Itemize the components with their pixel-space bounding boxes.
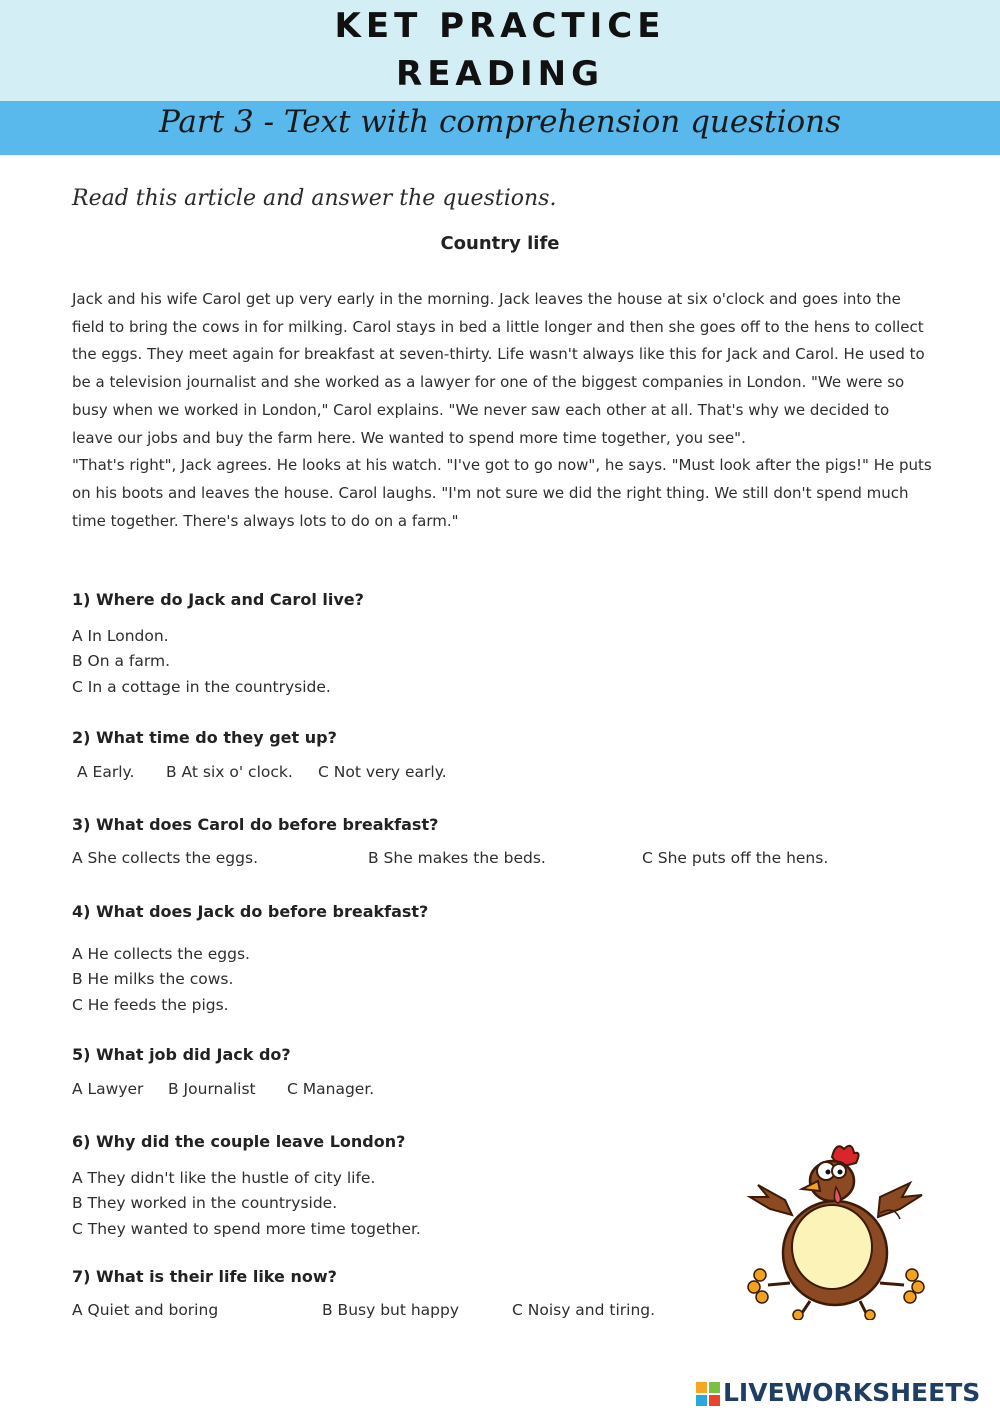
option-a[interactable]: A Quiet and boring — [72, 1301, 219, 1319]
question-4-options — [72, 942, 250, 1018]
option-c[interactable]: C She puts off the hens. — [642, 849, 829, 867]
question-1: 1) Where do Jack and Carol live? — [72, 590, 364, 609]
option-c[interactable]: C In a cottage in the countryside. — [72, 677, 331, 696]
option-a[interactable]: A She collects the eggs. — [72, 849, 258, 867]
question-3: 3) What does Carol do before breakfast? — [72, 815, 439, 834]
option-b[interactable]: B On a farm. — [72, 652, 171, 671]
article-body — [72, 286, 934, 535]
option-a[interactable]: A Early. — [77, 763, 135, 781]
question-4: 4) What does Jack do before breakfast? — [72, 902, 429, 921]
option-c[interactable]: C Noisy and tiring. — [512, 1301, 656, 1319]
option-c[interactable]: C They wanted to spend more time together. — [72, 1219, 421, 1238]
liveworksheets-logo[interactable] — [696, 1378, 996, 1410]
instruction: Read this article and answer the questions. — [72, 186, 557, 211]
hen-illustration-icon — [740, 1135, 930, 1320]
option-b[interactable]: B Journalist — [168, 1080, 256, 1098]
question-2: 2) What time do they get up? — [72, 728, 337, 747]
question-6-options — [72, 1166, 421, 1242]
option-c[interactable]: C Manager. — [287, 1080, 375, 1098]
option-a[interactable]: A He collects the eggs. — [72, 945, 250, 963]
question-7: 7) What is their life like now? — [72, 1267, 337, 1286]
article-paragraph: "That's right", Jack agrees. He looks at his watch. "I've got to go now", he says. "Must look after the pigs!" He puts on his boots and leaves the house. Carol laughs. "I'm not sure we did the right thing. We still don't spend much time together. There's always lots to do on a farm." — [72, 456, 932, 530]
liveworksheets-logo-icon — [696, 1382, 720, 1406]
liveworksheets-logo-text: LIVEWORKSHEETS — [723, 1378, 981, 1407]
option-b[interactable]: B Busy but happy — [322, 1301, 460, 1319]
option-c[interactable]: C Not very early. — [318, 763, 447, 781]
article-title: Country life — [440, 233, 560, 254]
option-b[interactable]: B At six o' clock. — [166, 763, 293, 781]
option-a[interactable]: A They didn't like the hustle of city life. — [72, 1169, 376, 1187]
article-paragraph: Jack and his wife Carol get up very early in the morning. Jack leaves the house at six o'clock and goes into the field to bring the cows in for milking. Carol stays in bed a little longer and then she goes off to the hens to collect the eggs. They meet again for breakfast at seven-thirty. Life wasn't always like this for Jack and Carol. He used to be a television journalist and she worked as a lawyer for one of the biggest companies in London. "We were so busy when we worked in London," Carol explains. "We never saw each other at all. That's why we decided to leave our jobs and buy the farm here. We wanted to spend more time together, you see". — [72, 290, 925, 447]
question-5: 5) What job did Jack do? — [72, 1045, 291, 1064]
title-line-2: READING — [396, 54, 604, 94]
question-6: 6) Why did the couple leave London? — [72, 1132, 406, 1151]
title-line-1: KET PRACTICE — [334, 6, 666, 46]
option-b[interactable]: B He milks the cows. — [72, 970, 234, 989]
subtitle: Part 3 - Text with comprehension questions — [158, 104, 842, 140]
option-c[interactable]: C He feeds the pigs. — [72, 995, 229, 1014]
option-b[interactable]: B She makes the beds. — [368, 849, 546, 867]
option-a[interactable]: A In London. — [72, 627, 169, 645]
option-a[interactable]: A Lawyer — [72, 1080, 144, 1098]
question-1-options — [72, 624, 331, 700]
option-b[interactable]: B They worked in the countryside. — [72, 1194, 338, 1213]
